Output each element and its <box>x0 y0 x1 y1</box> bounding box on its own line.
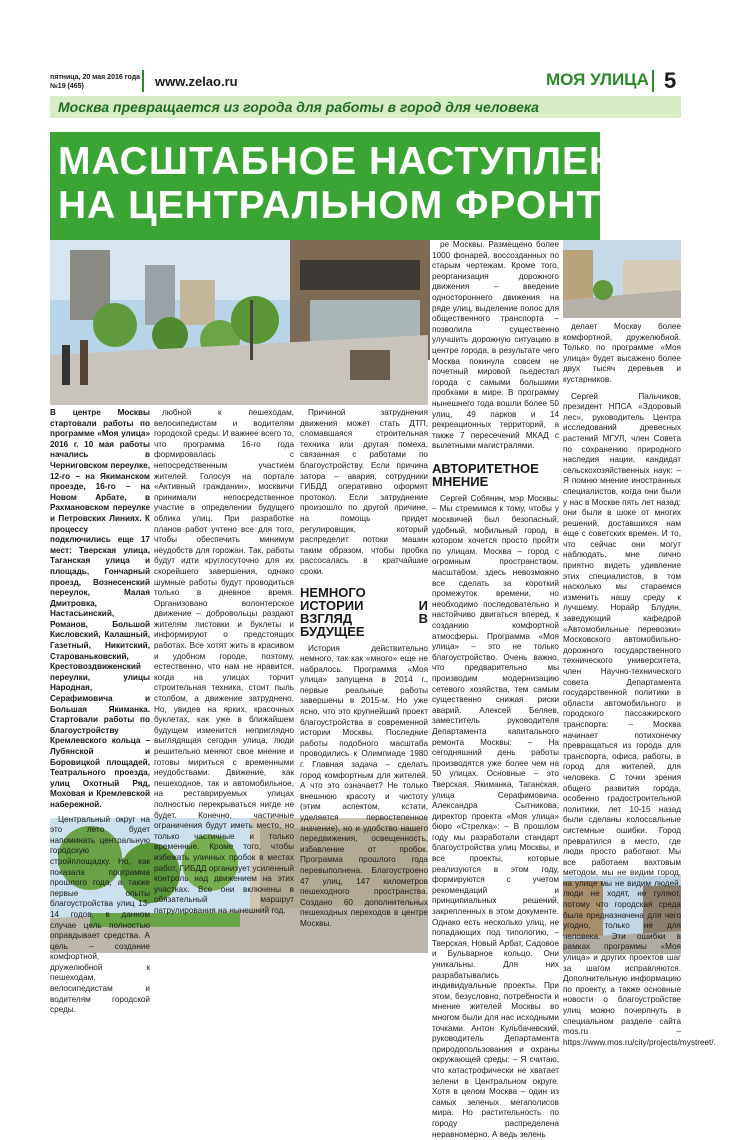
col3-paragraph: Причиной затруднения движения может стать ДТП, сломавшаяся строительная техника или другая помеха, связанная с работами по благоустройству. Если причина затора – авария, сотрудники ГИБДД оперативно оформят протокол. Если затруднение произошло по другой причине, на помощь придет регулировщик, который распределит потоки машин таким образом, чтобы пробка рассосалась в кратчайшие сроки. <box>300 408 428 576</box>
col5-top-paragraph: делает Москву более комфортной, дружелюбной. Только по программе «Моя улица» будет высажено более двух тысяч деревьев и кустарников. <box>563 322 681 384</box>
header-divider <box>142 70 144 92</box>
lead-paragraph: В центре Москвы стартовали работы по программе «Моя улица» 2016 г. 10 мая работы начались в Черниговском переулке, 12-го – на Якиманском проезде, 16-го – на Новом Арбате, в Рахмановском переулке и Петровских Линиях. К процессу подключились еще 17 мест: Тверская улица, Таганская улица и площадь, Гончарный проезд, Вознесенский переулок, Малая Дмитровка, Настасьинский, Романов, Большой Кисловский, Калашный, Газетный, Никитский, Старованьковский, Крестовоздвиженский переулки, улицы Народная, Серафимовича и Большая Якиманка. Стартовали работы по благоустройству Кремлевского кольца – Лубянской и Боровицкой площадей, Театрального проезда, улиц Охотный Ряд, Моховая и Кремлевской набережной. <box>50 408 150 809</box>
subheading-history: НЕМНОГО ИСТОРИИ И ВЗГЛЯД В БУДУЩЕЕ <box>300 584 428 639</box>
street-photo-right-top <box>563 240 681 318</box>
headline-line-2: НА ЦЕНТРАЛЬНОМ ФРОНТЕ <box>58 184 629 227</box>
col4-opinions: Сергей Собянин, мэр Москвы: – Мы стремимся к тому, чтобы у москвичей был безопасный, удобный, мобильный город, в котором хочется просто пройти по улицам. Москва – город с огромным пространством, масштабом, здесь невозможно все сделать за короткий промежуток времени, но необходимо последовательно и настойчиво двигаться вперед, к созданию комфортной атмосферы. Программа «Моя улица» – это не только благоустройство. Очень важно, что предварительно мы производим модернизацию сетевого хозяйства, тем самым существенно снижая риски аварий. Алексей Беляев, заместитель руководителя Департамента капитального ремонта Москвы: – На сегодняшний день работы производятся уже более чем на 50 улицах. Основные – это Тверская, Якиманка, Таганская, улица Серафимовича. Александра Сытникова, директор проекта «Моя улица» бюро «Стрелка»: – В прошлом году мы разработали стандарт благоустройства улиц Москвы, и все проекты, которые реализуются в этом году, формируются с учетом рекомендаций и принципиальных решений, закрепленных в этом документе. Однако есть несколько улиц, не попадающих под типологию, – Тверская, Новый Арбат, Садовое и Бульварное кольцо. Они уникальны. Для них разрабатывались индивидуальные проекты. При этом, безусловно, потребности и мнение жителей Москвы во многом были для нас исходными точками. Антон Кульбачевский, руководитель Департамента природопользования и охраны окружающей среды: – Я считаю, что катастрофически не хватает зелени в Центральном округе. Хотя в целом Москва – один из самых зеленых мегаполисов мира. Но растительность по городу распределена неравномерно. А ведь зелень <box>432 493 559 1139</box>
column-4 <box>432 240 559 1139</box>
col3-tail-paragraph: История действительно немного, так как «много» еще не набралось. Программа «Моя улица» запущена в 2014 г., первые реальные работы завершены в 2015-м. Но уже ясно, что это крупнейший проект благоустройства в современной истории Москвы. Последние работы подобного масштаба проводились к Олимпиаде 1980 г. Главная задача – сделать город комфортным для жителей. А что это означает? Не только внешнюю красоту и чистоту (этим аспектом, кстати, уделяется первостепенное значение), но и удобство нашего передвижения, освещенность, избавление от пробок. Программа прошлого года перевыполнена. Благоустроено 47 улиц, 147 километров пешеходного пространства. Создано 60 дополнительных пешеходных переходов в центре Москвы. <box>300 643 428 928</box>
col4-paragraph: ре Москвы. Размещено более 1000 фонарей, воссозданных по старым чертежам. Кроме того, реорганизация дорожного движения – введение одностороннего движения на ряде улиц, выделение полос для общественного транспорта – позволила существенно улучшить дорожную ситуацию в центре города, в результате чего Москва покинула совсем не почетный мировой пьедестал города с самыми большими пробками в мире. В программу нынешнего года вошли более 50 улиц, 49 парков и 14 рекреационных территорий, а также 7 пересечений МКАД с вылетными магистралями. <box>432 240 559 451</box>
header-divider-right <box>652 70 654 92</box>
page-number: 5 <box>664 68 677 93</box>
col1-paragraph: Центральный округ на это лето будет напоминать центральную городскую стройплощадку. Но, как показала программа прошлого года, а также первые опыты благоустройства улиц 13-14 годов, в данном случае цель полностью оправдывает средства. А цель – создание комфортной, дружелюбной к пешеходам, велосипедистам и водителям городской среды. <box>50 814 150 1015</box>
headline-line-1: МАСШТАБНОЕ НАСТУПЛЕНИЕ <box>58 140 675 183</box>
issue-date <box>50 73 140 91</box>
headline <box>58 140 674 228</box>
column-3 <box>300 408 428 928</box>
tagline: Москва превращается из города для работы в город для человека <box>58 99 539 115</box>
col5-paragraph: Сергей Пальчиков, президент НПСА «Здоровый лес», руководитель Центра исследований древесных растений МГУЛ, член Совета по сохранению природного наследия нации, кандидат сельскохозяйственных наук: – Я помню мнение иностранных специалистов, когда они были у нас в Москве пять лет назад: они были в шоке от многих решений, доставшихся нам еще с советских времен. И то, что сейчас они могут наблюдать, мне лично приятно видеть удивление этих специалистов, в том насколько мы стараемся изменить нашу среду к лучшему. Норайр Блудян, заведующий кафедрой «Автомобильные перевозки» Московского автомобильно-дорожного государственного технического университета, член Научно-технического совета Департамента государственной политики в области автомобильного и городского пассажирского транспорта: – Москва начинает потихонечку превращаться из города для транспорта, офиса, работы, в город для жителей, для человека. С точки зрения общего развития города, особенно градостроительной политики, лет 10-15 назад были сделаны колоссальные системные ошибки. Город превратился в место, где люди просто работают. Мы все работаем вахтовым методом, мы не видим город, на улице мы не видим людей, люди не ходят, не гуляют, потому что городская среда была предназначена для чего угодно, только не для человека. Эти ошибки в рамках программы «Моя улица» и других проектов шаг за шагом исправляются. Дополнительную информацию по проекту, а также основные новости о благоустройстве улиц можно почерпнуть в специальном разделе сайта mos.ru – https://www.mos.ru/city/projects/mystreet/. <box>563 391 716 1047</box>
site-link[interactable]: www.zelao.ru <box>155 74 238 89</box>
rubric-title: МОЯ УЛИЦА <box>546 70 649 89</box>
issue-number: №19 (465) <box>50 83 84 90</box>
col2-paragraph: любной к пешеходам, велосипедистам и водителям городской среды. И важнее всего то, что программа 16-го года формировалась с непосредственным участием жителей. Голосуя на портале «Активный гражданин», москвичи принимали непосредственное участие в определении будущего облика улиц. При разработке планов работ учтено все для того, чтобы обеспечить минимум неудобств для горожан. Так, работы будут идти круглосуточно для их скорейшего завершения, однако шумные работы будут проводиться только в дневное время. Организовано волонтерское движение – добровольцы раздают жителям листовки и буклеты и информируют о предстоящих работах. Все хотят жить в красивом и удобном городе, поэтому, естественно, что нам не нравится, когда на улицах торчит строительная техника, стоит пыль столбом, а движение затруднено. Но, увидев на ярких, красочных буклетах, как уже в ближайшем будущем изменится неприглядно выглядящая сегодня улица, люди решительно меняют свое мнение и готовы мириться с временными неудобствами. Движение, как пешеходное, так и автомобильное, на реставрируемых улицах полностью перекрываться нигде не будет. Конечно, частичные ограничения будут иметь место, но только частичные и только временные. Кроме того, чтобы избежать уличных пробок в местах работ, ГИБДД организует усиленный контроль над движением на этих участках. Все они включены в обязательный маршрут патрулирования на нынешний год. <box>154 408 294 915</box>
column-5 <box>563 322 716 1047</box>
column-1 <box>50 408 150 1015</box>
column-2 <box>154 408 294 915</box>
date-line: пятница, 20 мая 2016 года <box>50 74 141 81</box>
street-photo-top <box>50 240 428 405</box>
subheading-opinion: АВТОРИТЕТНОЕ МНЕНИЕ <box>432 460 539 489</box>
